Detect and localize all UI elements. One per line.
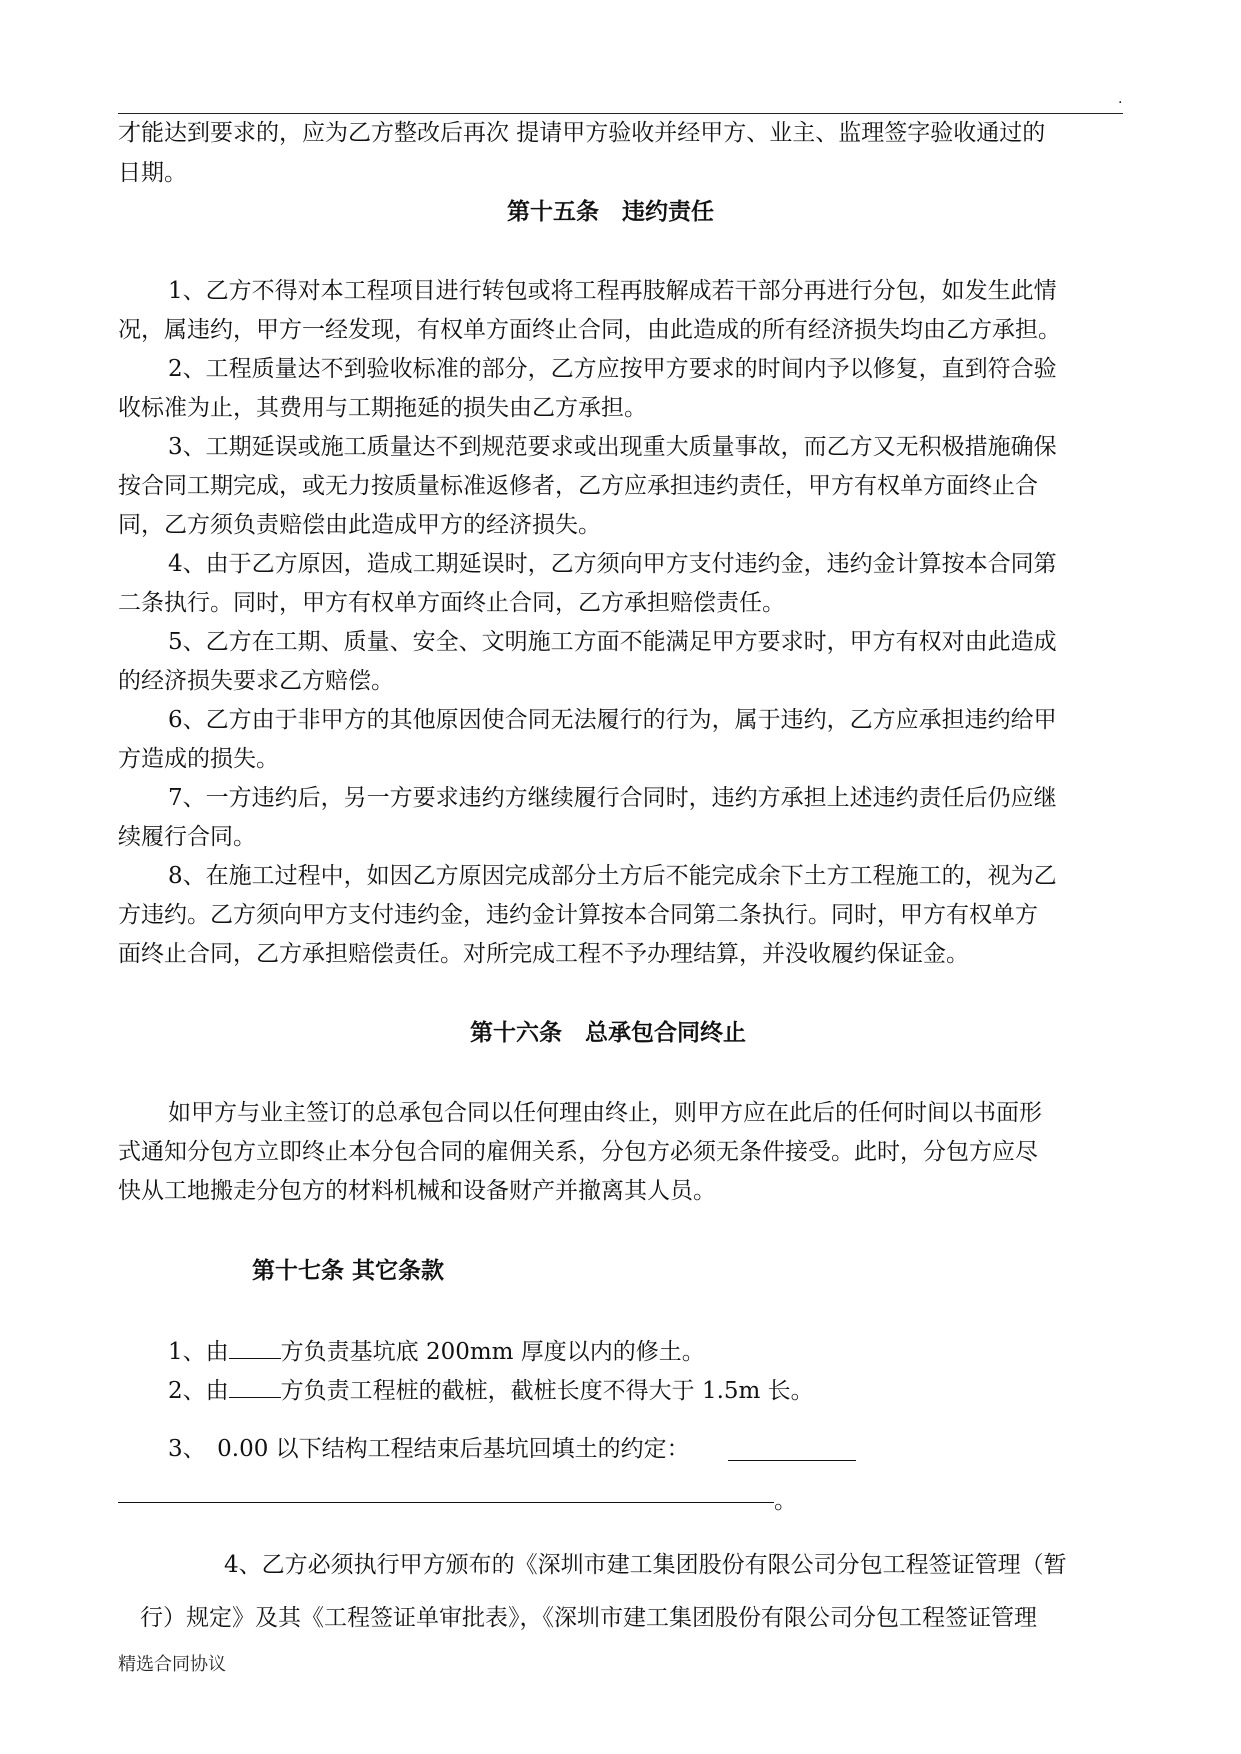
- fill-blank[interactable]: [229, 1336, 281, 1359]
- article-17-item-4: 4、乙方必须执行甲方颁布的《深圳市建工集团股份有限公司分包工程签证管理（暂: [224, 1552, 1067, 1578]
- article-16-line: 如甲方与业主签订的总承包合同以任何理由终止，则甲方应在此后的任何时间以书面形: [168, 1100, 1042, 1126]
- footer-label: 精选合同协议: [118, 1654, 226, 1675]
- article-16-title: 第十六条 总承包合同终止: [470, 1019, 746, 1046]
- article-15-line: 2、工程质量达不到验收标准的部分，乙方应按甲方要求的时间内予以修复，直到符合验: [168, 356, 1057, 382]
- article-15-line: 8、在施工过程中，如因乙方原因完成部分土方后不能完成余下土方工程施工的，视为乙: [168, 863, 1057, 889]
- body-line: 才能达到要求的，应为乙方整改后再次 提请甲方验收并经甲方、业主、监理签字验收通过的: [118, 120, 1046, 146]
- article-15-line: 二条执行。同时，甲方有权单方面终止合同，乙方承担赔偿责任。: [118, 590, 785, 616]
- article-15-line: 3、工期延误或施工质量达不到规范要求或出现重大质量事故，而乙方又无积极措施确保: [168, 434, 1057, 460]
- article-15-line: 方违约。乙方须向甲方支付违约金，违约金计算按本合同第二条执行。同时，甲方有权单方: [118, 902, 1038, 928]
- article-17-item-2: [168, 1375, 814, 1406]
- article-15-line: 续履行合同。: [118, 824, 256, 850]
- article-15-line: 方造成的损失。: [118, 746, 279, 772]
- article-15-line: 同，乙方须负责赔偿由此造成甲方的经济损失。: [118, 512, 601, 538]
- article-15-line: 况，属违约，甲方一经发现，有权单方面终止合同，由此造成的所有经济损失均由乙方承担。: [118, 317, 1061, 343]
- fill-line[interactable]: [118, 1502, 774, 1503]
- article-16-line: 快从工地搬走分包方的材料机械和设备财产并撤离其人员。: [118, 1178, 716, 1204]
- article-17-item-4: 行）规定》及其《工程签证单审批表》，《深圳市建工集团股份有限公司分包工程签证管理: [140, 1605, 1037, 1631]
- header-mark: .: [1118, 91, 1123, 107]
- item-1-prefix: 1、由: [168, 1339, 229, 1365]
- article-15-line: 4、由于乙方原因，造成工期延误时，乙方须向甲方支付违约金，违约金计算按本合同第: [168, 551, 1057, 577]
- article-17-item-1: [168, 1336, 705, 1367]
- article-15-line: 按合同工期完成，或无力按质量标准返修者，乙方应承担违约责任，甲方有权单方面终止合: [118, 473, 1038, 499]
- article-15-line: 7、一方违约后，另一方要求违约方继续履行合同时，违约方承担上述违约责任后仍应继: [168, 785, 1057, 811]
- article-17-title: 第十七条 其它条款: [252, 1257, 445, 1284]
- article-15-line: 6、乙方由于非甲方的其他原因使合同无法履行的行为，属于违约，乙方应承担违约给甲: [168, 707, 1057, 733]
- article-15-line: 1、乙方不得对本工程项目进行转包或将工程再肢解成若干部分再进行分包，如发生此情: [168, 278, 1057, 304]
- fill-blank-long[interactable]: [728, 1460, 856, 1461]
- article-15-line: 的经济损失要求乙方赔偿。: [118, 668, 394, 694]
- item-2-prefix: 2、由: [168, 1378, 229, 1404]
- article-15-line: 面终止合同，乙方承担赔偿责任。对所完成工程不予办理结算，并没收履约保证金。: [118, 941, 969, 967]
- article-16-line: 式通知分包方立即终止本分包合同的雇佣关系，分包方必须无条件接受。此时，分包方应尽: [118, 1139, 1038, 1165]
- article-15-line: 5、乙方在工期、质量、安全、文明施工方面不能满足甲方要求时，甲方有权对由此造成: [168, 629, 1057, 655]
- body-line: 日期。: [118, 160, 187, 186]
- article-17-item-3: 3、 0.00 以下结构工程结束后基坑回填土的约定：: [168, 1436, 690, 1462]
- header-rule: [118, 113, 1123, 114]
- article-15-line: 收标准为止，其费用与工期拖延的损失由乙方承担。: [118, 395, 647, 421]
- item-1-text: 方负责基坑底 200mm 厚度以内的修土。: [280, 1339, 705, 1365]
- item-2-text: 方负责工程桩的截桩，截桩长度不得大于 1.5m 长。: [280, 1378, 814, 1404]
- fill-blank[interactable]: [229, 1375, 281, 1398]
- article-15-title: 第十五条 违约责任: [507, 198, 714, 225]
- item-3-end: 。: [774, 1488, 797, 1514]
